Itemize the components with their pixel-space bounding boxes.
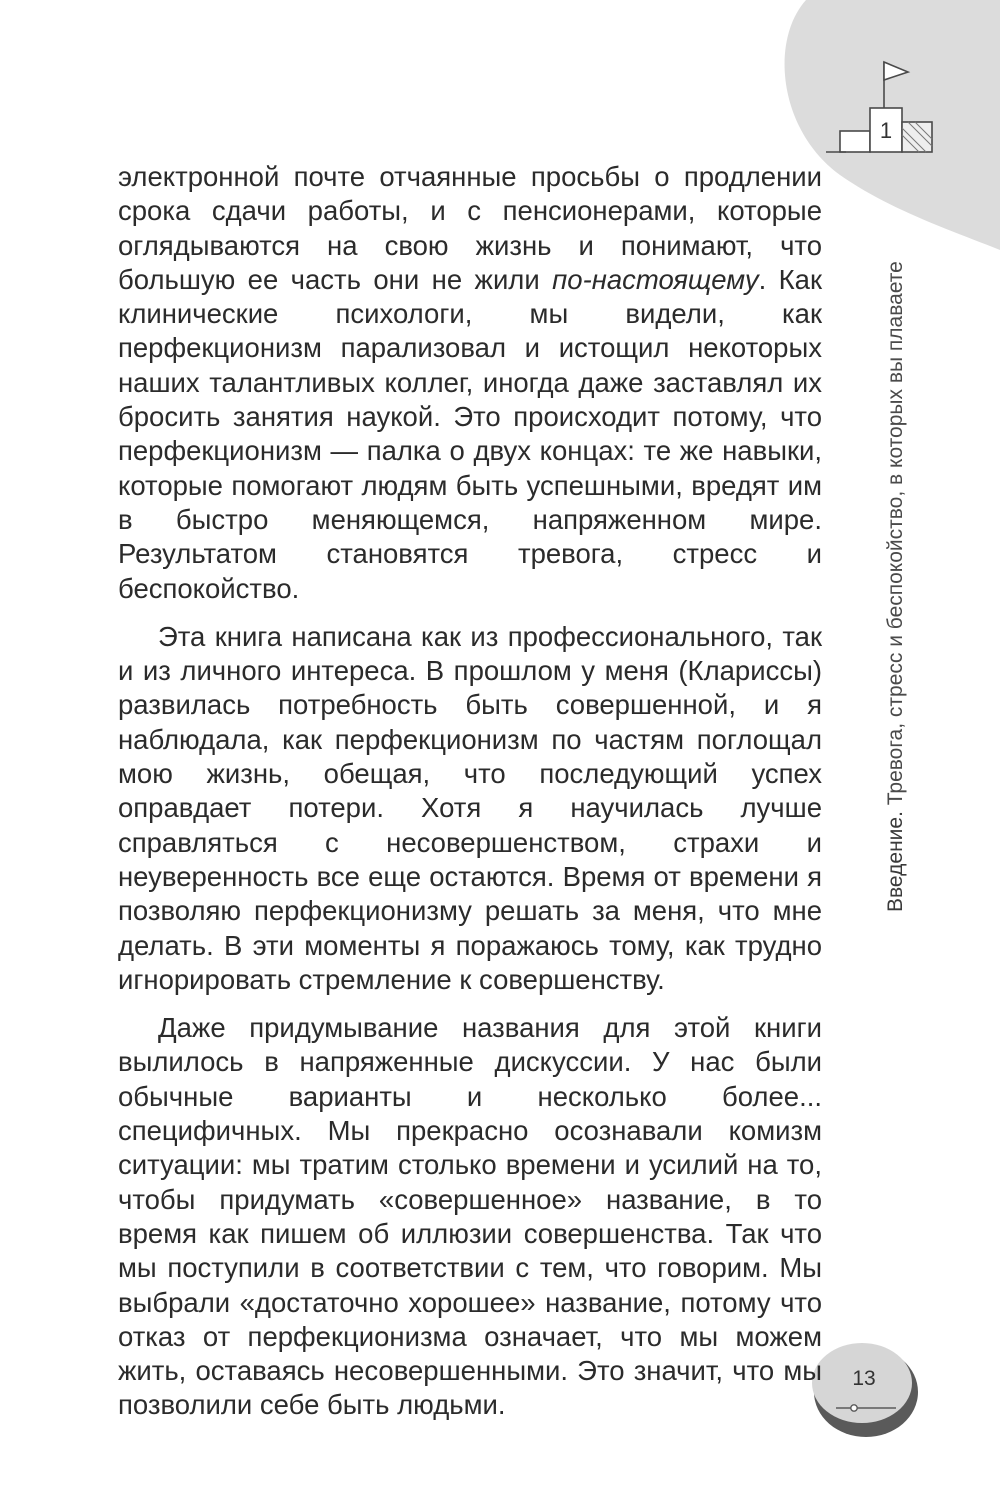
page-number: 13 [852, 1367, 876, 1390]
paragraph-2: Эта книга написана как из профессионального, так и из личного интереса. В прошлом у меня (Клариссы) развилась потребность быть совершенной, и я наблюдала, как перфекционизм по частям поглощал мою жизнь, обещая, что последующий успех оправдает потери. Хотя я научилась лучше справляться с несовершенством, страхи и неуверенность все еще остаются. Время от времени я позволяю перфекционизму решать за меня, что мне делать. В эти моменты я поражаюсь тому, как трудно игнорировать стремление к совершенству. [118, 620, 822, 995]
paragraph-1-text-end: . Как клинические психологи, мы видели, как перфекционизм парализовал и истощил некоторых наших талантливых коллег, иногда даже заставлял их бросить занятия наукой. Это происходит потому, что перфекционизм — палка о двух концах: те же навыки, которые помогают людям быть успешными, вредят им в быстро меняющемся, напряженном мире. Результатом становятся тревога, стресс и беспокойство. [118, 263, 822, 604]
paragraph-1-emphasis: по-настоящему [552, 263, 759, 295]
running-head-title: Тревога, стресс и беспокойство, в которых вы плаваете [884, 261, 907, 812]
page-number-blob [812, 1343, 918, 1437]
paragraph-1 [118, 160, 822, 606]
paragraph-3: Даже придумывание названия для этой книги вылилось в напряженные дискуссии. У нас были обычные варианты и несколько более... специфичных. Мы прекрасно осознавали комизм ситуации: мы тратим столько времени и усилий на то, чтобы придумать «совершенное» название, в то время как пишем об иллюзии совершенства. Так что мы поступили в соответствии с тем, что говорим. Мы выбрали «достаточно хорошее» название, потому что отказ от перфекционизма означает, что мы можем жить, оставаясь несовершенными. Это значит, что мы позволили себе быть людьми. [118, 1012, 822, 1421]
paragraph-1-text-start: электронной почте отчаянные просьбы о продлении срока сдачи работы, и с пенсионерами, которые оглядываются на свою жизнь и понимают, что большую ее часть они не жили [118, 161, 822, 295]
chapter-number: 1 [879, 118, 893, 143]
running-head-chapter: Введение. [884, 811, 907, 912]
body-text [118, 160, 822, 1423]
running-head [885, 261, 906, 912]
